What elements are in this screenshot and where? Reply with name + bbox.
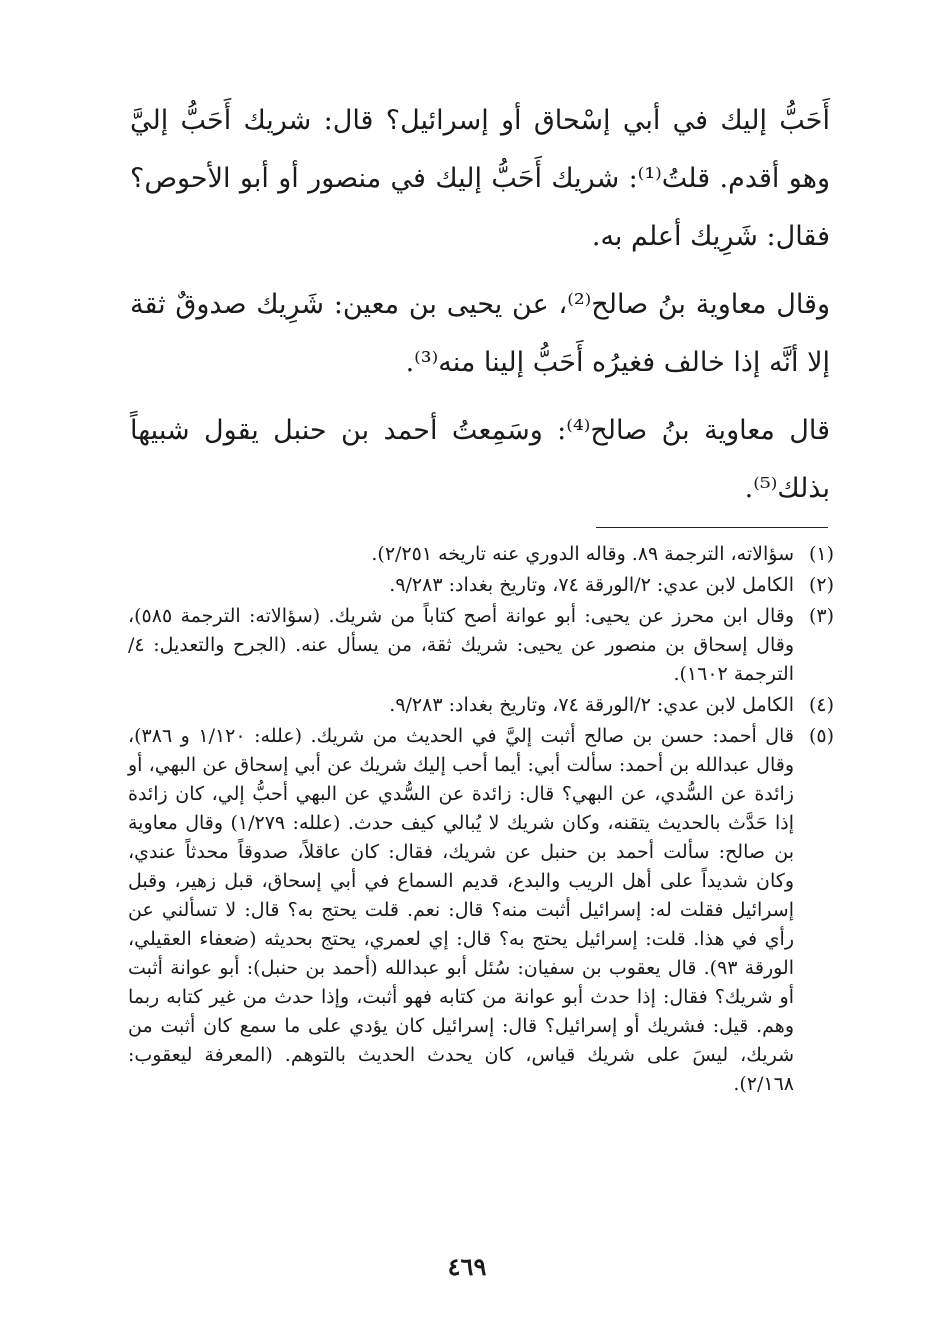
main-paragraph: قال معاوية بنُ صالح⁽⁴⁾: وسَمِعتُ أحمد بن حنبل يقول شبيهاً بذلك⁽⁵⁾.	[130, 415, 830, 504]
footnote-text: قال أحمد: حسن بن صالح أثبت إليَّ في الحديث من شريك. (علله: ١/١٢٠ و ٣٨٦)، وقال عبدالله بن أحمد: سألت أبي: أيما أحب إليك شريك عن أبي إسحاق عن البهي، أو زائدة عن السُّدي، عن البهي؟ قال: زائدة عن السُّدي عن البهي أحبُّ إلي، كان زائدة إذا حَدَّث بالحديث يتقنه، وكان شريك لا يُبالي كيف حدث. (علله: ١/٢٧٩) وقال معاوية بن صالح: سألت أحمد بن حنبل عن شريك، فقال: كان عاقلاً، صدوقاً محدثاً عندي، وكان شديداً على أهل الريب والبدع، قديم السماع في أبي إسحاق، قبل زهير، وقبل إسرائيل فقلت له: إسرائيل أثبت منه؟ قال: نعم. قلت يحتج به؟ قال: لا تسألني عن رأي في هذا. قلت: إسرائيل يحتج به؟ قال: إي لعمري، يحتج بحديثه (ضعفاء العقيلي، الورقة ٩٣). قال يعقوب بن سفيان: سُئل أبو عبدالله (أحمد بن حنبل): أبو عوانة أثبت أو شريك؟ فقال: إذا حدث أبو عوانة من كتابه فهو أثبت، وإذا حدث من غير كتابه ربما وهم. قيل: فشريك أو إسرائيل؟ قال: إسرائيل كان يؤدي على ما سمع كان أثبت من شريك، ليسَ على شريك قياس، كان يحدث الحديث بالتوهم. (المعرفة ليعقوب: ٢/١٦٨).	[128, 725, 794, 1095]
footnote	[128, 571, 834, 600]
main-text	[130, 92, 830, 518]
footnotes	[128, 540, 834, 1099]
footnote-text: الكامل لابن عدي: ٢/الورقة ٧٤، وتاريخ بغداد: ٩/٢٨٣.	[389, 694, 794, 716]
footnote-number: (١)	[808, 543, 834, 565]
page-number: ٤٦٩	[447, 1252, 487, 1281]
main-paragraph: وقال معاوية بنُ صالح⁽²⁾، عن يحيى بن معين: شَرِيك صدوقٌ ثقة إلا أنَّه إذا خالف فغيرُه أَحَبُّ إلينا منه⁽³⁾.	[130, 289, 831, 378]
footnote-number: (٢)	[808, 574, 834, 596]
footnote-number: (٣)	[808, 605, 834, 627]
footnote-divider	[596, 527, 828, 528]
footnote-text: سؤالاته، الترجمة ٨٩. وقاله الدوري عنه تاريخه ٢/٢٥١).	[371, 543, 794, 565]
footnote-number: (٥)	[808, 725, 834, 747]
footnote	[128, 722, 834, 1099]
footnote	[128, 691, 834, 720]
footnote	[128, 602, 834, 689]
footnote-text: وقال ابن محرز عن يحيى: أبو عوانة أصح كتاباً من شريك. (سؤالاته: الترجمة ٥٨٥)، وقال إسحاق بن منصور عن يحيى: شريك ثقة، من يسأل عنه. (الجرح والتعديل: ٤/الترجمة ١٦٠٢).	[128, 605, 794, 685]
footnote-text: الكامل لابن عدي: ٢/الورقة ٧٤، وتاريخ بغداد: ٩/٢٨٣.	[389, 574, 794, 596]
footnote	[128, 540, 834, 569]
main-paragraph: أَحَبُّ إليك في أبي إسْحاق أو إسرائيل؟ قال: شريك أَحَبُّ إليَّ وهو أقدم. قلتُ⁽¹⁾: شريك أَحَبُّ إليك في منصور أو أبو الأحوص؟ فقال: شَرِيك أعلم به.	[130, 105, 831, 252]
footnote-number: (٤)	[808, 694, 834, 716]
